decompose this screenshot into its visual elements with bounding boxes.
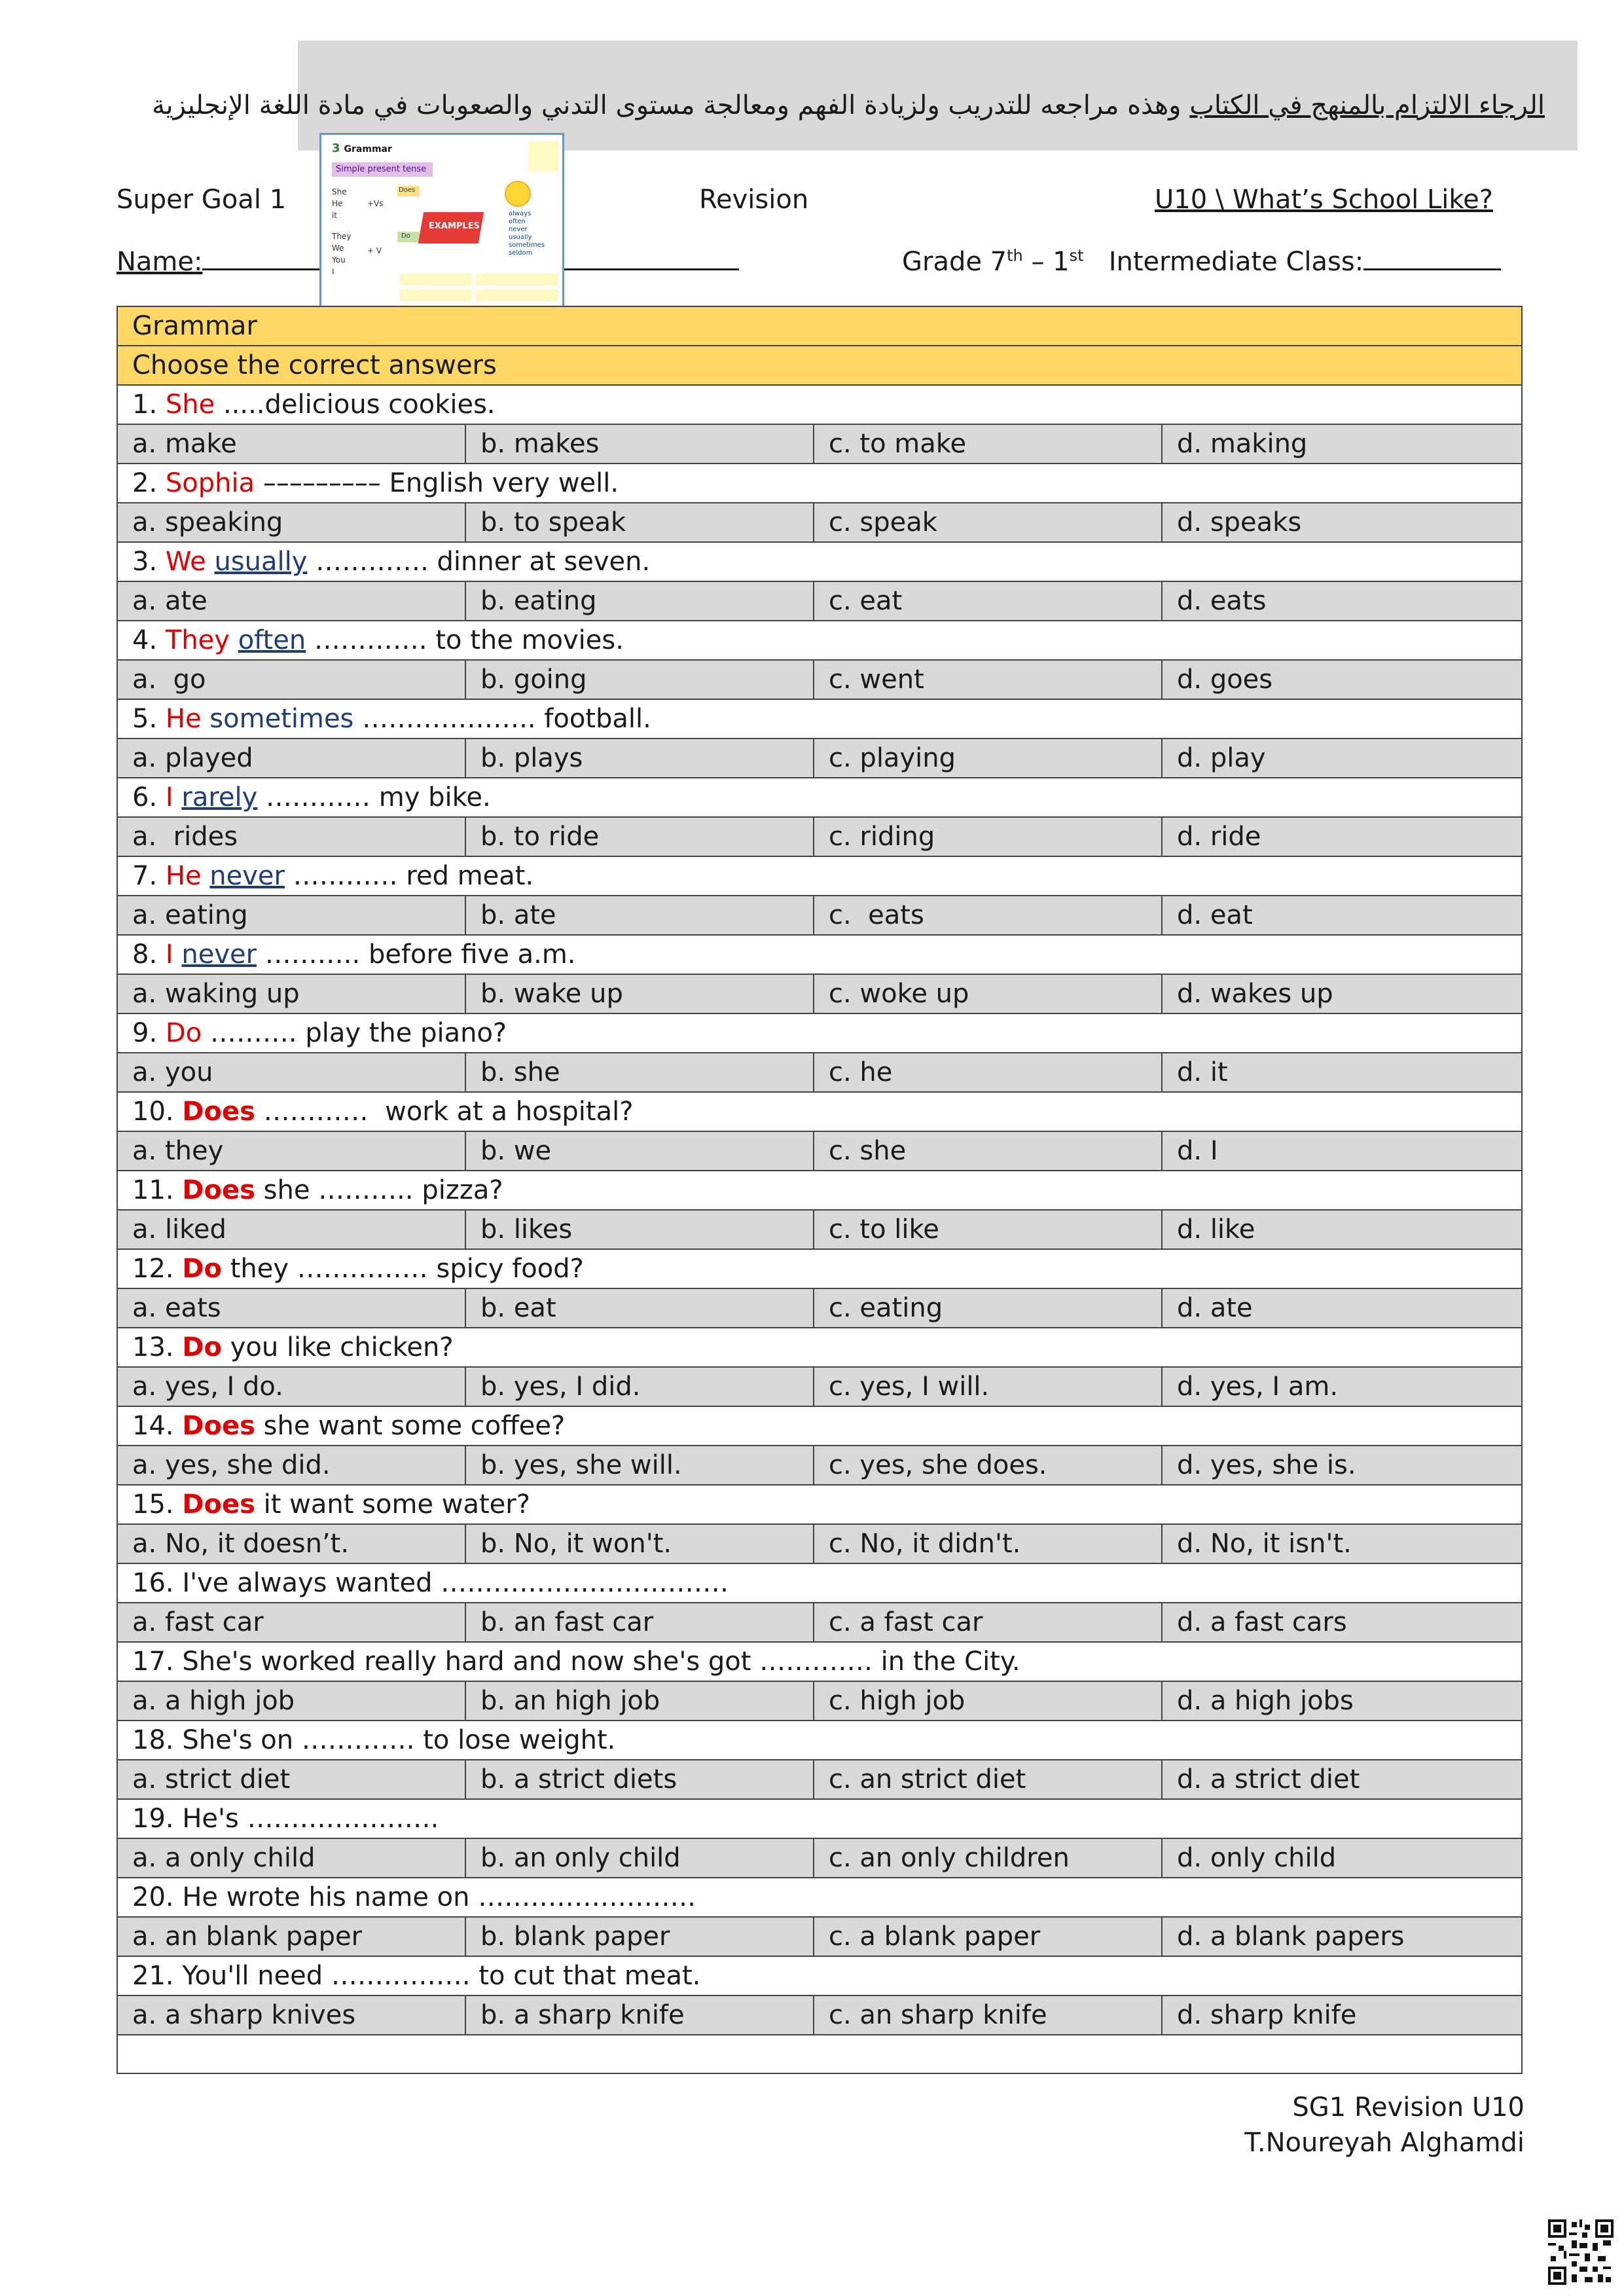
answer-option[interactable]: b. a sharp knife [465, 1995, 814, 2035]
question-keyword: She [165, 390, 215, 420]
question-row [117, 935, 1522, 974]
answer-option[interactable]: c. yes, she does. [814, 1446, 1162, 1485]
options-row [117, 896, 1522, 935]
options-row [117, 503, 1522, 542]
question-text: 2. Sophia ––––––––– English very well. [117, 464, 1522, 503]
section-title: Grammar [117, 306, 1522, 346]
question-keyword: often [238, 625, 306, 655]
question-row [117, 464, 1522, 503]
question-row [117, 1642, 1522, 1681]
options-row [117, 1210, 1522, 1249]
question-row [117, 778, 1522, 817]
question-row [117, 1328, 1522, 1367]
answer-option[interactable]: d. only child [1162, 1838, 1522, 1878]
answer-option[interactable]: a. eating [117, 896, 465, 935]
answer-option[interactable]: c. No, it didn't. [814, 1524, 1162, 1563]
smiley-icon [505, 181, 531, 207]
answer-option[interactable]: d. a fast cars [1162, 1603, 1522, 1642]
answer-option[interactable]: b. yes, I did. [465, 1367, 814, 1406]
answer-option[interactable]: d. yes, she is. [1162, 1446, 1522, 1485]
thumbnail-example-row [400, 274, 472, 285]
answer-option[interactable]: a. make [117, 424, 465, 464]
question-row [117, 699, 1522, 738]
answer-option[interactable]: d. No, it isn't. [1162, 1524, 1522, 1563]
answer-option[interactable]: b. plays [465, 738, 814, 778]
answer-option[interactable]: b. a strict diets [465, 1760, 814, 1799]
answer-option[interactable]: a. liked [117, 1210, 465, 1249]
answer-option[interactable]: a. go [117, 660, 465, 699]
answer-option[interactable]: d. making [1162, 424, 1522, 464]
options-row [117, 1917, 1522, 1956]
options-row [117, 1131, 1522, 1171]
footer-author: T.Noureyah Alghamdi [1244, 2128, 1525, 2158]
answer-option[interactable]: a. a high job [117, 1681, 465, 1721]
question-row [117, 1092, 1522, 1131]
question-row [117, 856, 1522, 896]
answer-option[interactable]: a. an blank paper [117, 1917, 465, 1956]
thumbnail-note [528, 141, 558, 172]
answer-option[interactable]: c. high job [814, 1681, 1162, 1721]
question-keyword: Do [165, 1018, 202, 1048]
answer-option[interactable]: b. to speak [465, 503, 814, 542]
question-text: 11. Does she ……….. pizza? [117, 1171, 1522, 1210]
answer-option[interactable]: b. she [465, 1053, 814, 1092]
answer-option[interactable]: b. an only child [465, 1838, 814, 1878]
class-blank[interactable] [1363, 246, 1501, 270]
answer-option[interactable]: b. wake up [465, 974, 814, 1013]
section-instruction: Choose the correct answers [117, 346, 1522, 385]
question-keyword: We [165, 547, 206, 577]
options-row [117, 1760, 1522, 1799]
answer-option[interactable]: d. wakes up [1162, 974, 1522, 1013]
grade-class: Grade 7th – 1st Intermediate Class: [902, 246, 1501, 277]
class-label: Intermediate Class: [1083, 247, 1364, 277]
question-keyword: rarely [181, 782, 258, 812]
answer-option[interactable]: b. ate [465, 896, 814, 935]
question-row [117, 1878, 1522, 1917]
answer-option[interactable]: d. goes [1162, 660, 1522, 699]
thumbnail-col-a: Does [399, 187, 416, 194]
answer-option[interactable]: b. an high job [465, 1681, 814, 1721]
question-keyword: Do [182, 1332, 223, 1362]
answer-option[interactable]: d. yes, I am. [1162, 1367, 1522, 1406]
question-row [117, 1563, 1522, 1603]
answer-option[interactable]: c. to like [814, 1210, 1162, 1249]
answer-option[interactable]: c. speak [814, 503, 1162, 542]
answer-option[interactable]: b. eating [465, 581, 814, 621]
name-label: Name: [117, 247, 203, 277]
answer-option[interactable]: c. a fast car [814, 1603, 1162, 1642]
answer-option[interactable]: c. yes, I will. [814, 1367, 1162, 1406]
question-keyword: never [209, 861, 285, 891]
options-row [117, 660, 1522, 699]
answer-option[interactable]: b. likes [465, 1210, 814, 1249]
question-row [117, 542, 1522, 581]
answer-option[interactable]: a. ate [117, 581, 465, 621]
question-text: 10. Does ………… work at a hospital? [117, 1092, 1522, 1131]
question-keyword: I [165, 939, 173, 970]
answer-option[interactable]: b. No, it won't. [465, 1524, 814, 1563]
options-row [117, 1367, 1522, 1406]
answer-option[interactable]: a. yes, I do. [117, 1367, 465, 1406]
answer-option[interactable]: c. an sharp knife [814, 1995, 1162, 2035]
qr-code-icon [1548, 2219, 1614, 2285]
answer-option[interactable]: a. No, it doesn’t. [117, 1524, 465, 1563]
answer-option[interactable]: b. an fast car [465, 1603, 814, 1642]
answer-option[interactable]: a. a only child [117, 1838, 465, 1878]
empty-cell [117, 2035, 1522, 2073]
answer-option[interactable]: c. woke up [814, 974, 1162, 1013]
answer-option[interactable]: c. eat [814, 581, 1162, 621]
question-text: 1. She .....delicious cookies. [117, 385, 1522, 424]
options-row [117, 1288, 1522, 1328]
answer-option[interactable]: d. a high jobs [1162, 1681, 1522, 1721]
options-row [117, 424, 1522, 464]
answer-option[interactable]: c. riding [814, 817, 1162, 856]
question-keyword: Does [182, 1175, 255, 1205]
grammar-thumbnail: 3 Grammar Simple present tense Does Do She He it +Vs They We You I + V EXAMPLES always often never usually sometimes seldom [319, 133, 564, 318]
question-text: 14. Does she want some coffee? [117, 1406, 1522, 1446]
question-text: 3. We usually …………. dinner at seven. [117, 542, 1522, 581]
answer-option[interactable]: b. going [465, 660, 814, 699]
answer-option[interactable]: c. went [814, 660, 1162, 699]
course-title: Super Goal 1 [117, 185, 287, 215]
answer-option[interactable]: a. yes, she did. [117, 1446, 465, 1485]
question-row [117, 1485, 1522, 1524]
answer-option[interactable]: d. speaks [1162, 503, 1522, 542]
thumbnail-subtitle: Simple present tense [332, 162, 433, 177]
answer-option[interactable]: b. to ride [465, 817, 814, 856]
answer-option[interactable]: a. a sharp knives [117, 1995, 465, 2035]
options-row [117, 581, 1522, 621]
answer-option[interactable]: d. sharp knife [1162, 1995, 1522, 2035]
answer-option[interactable]: c. to make [814, 424, 1162, 464]
answer-option[interactable]: a. fast car [117, 1603, 465, 1642]
answer-option[interactable]: d. a strict diet [1162, 1760, 1522, 1799]
empty-row [117, 2035, 1522, 2073]
question-keyword: Does [182, 1097, 255, 1127]
options-row [117, 1681, 1522, 1721]
question-text: 21. You'll need ……………. to cut that meat. [117, 1956, 1522, 1995]
question-keyword: He [165, 704, 202, 734]
arabic-notice-text: الرجاء الالتزام بالمنهج في الكتاب وهذه مراجعه للتدريب ولزيادة الفهم ومعالجة مستوى التدني والصعوبات في مادة اللغة الإنجليزية [152, 90, 1545, 120]
answer-option[interactable]: c. a blank paper [814, 1917, 1162, 1956]
question-text: 4. They often …………. to the movies. [117, 621, 1522, 660]
answer-option[interactable]: c. playing [814, 738, 1162, 778]
answer-option[interactable]: d. ate [1162, 1288, 1522, 1328]
answer-option[interactable]: d. I [1162, 1131, 1522, 1171]
answer-option[interactable]: a. strict diet [117, 1760, 465, 1799]
question-keyword: Do [182, 1254, 223, 1284]
answer-option[interactable]: a. rides [117, 817, 465, 856]
question-keyword: usually [214, 547, 308, 577]
question-keyword: Does [182, 1411, 255, 1441]
question-text: 6. I rarely ………… my bike. [117, 778, 1522, 817]
question-text: 9. Do ………. play the piano? [117, 1013, 1522, 1053]
question-row [117, 621, 1522, 660]
thumbnail-arrow-label: EXAMPLES [429, 221, 480, 231]
question-row [117, 1721, 1522, 1760]
question-text: 16. I've always wanted …………………………… [117, 1563, 1522, 1603]
options-row [117, 738, 1522, 778]
options-row [117, 1603, 1522, 1642]
answer-option[interactable]: d. ride [1162, 817, 1522, 856]
answer-option[interactable]: b. blank paper [465, 1917, 814, 1956]
thumbnail-col-b: Do [401, 232, 410, 240]
answer-option[interactable]: a. they [117, 1131, 465, 1171]
answer-option[interactable]: d. it [1162, 1053, 1522, 1092]
thumbnail-example-row [400, 289, 472, 301]
question-text: 18. She's on …………. to lose weight. [117, 1721, 1522, 1760]
question-text: 13. Do you like chicken? [117, 1328, 1522, 1367]
answer-option[interactable]: d. like [1162, 1210, 1522, 1249]
question-keyword: He [165, 861, 202, 891]
question-text: 20. He wrote his name on ……………………. [117, 1878, 1522, 1917]
options-row [117, 1446, 1522, 1485]
answer-option[interactable]: d. eats [1162, 581, 1522, 621]
instruction-row [117, 346, 1522, 385]
options-row [117, 1995, 1522, 2035]
options-row [117, 1524, 1522, 1563]
answer-option[interactable]: c. she [814, 1131, 1162, 1171]
answer-option[interactable]: a. you [117, 1053, 465, 1092]
question-text: 15. Does it want some water? [117, 1485, 1522, 1524]
question-text: 5. He sometimes ……………….. football. [117, 699, 1522, 738]
question-keyword: I [165, 782, 173, 812]
revision-label: Revision [699, 185, 809, 215]
footer-title: SG1 Revision U10 [1292, 2092, 1525, 2123]
question-keyword: Sophia [165, 468, 255, 498]
answer-option[interactable]: d. a blank papers [1162, 1917, 1522, 1956]
answer-option[interactable]: b. we [465, 1131, 814, 1171]
answer-option[interactable]: b. eat [465, 1288, 814, 1328]
question-text: 19. He's …………………. [117, 1799, 1522, 1838]
section-title-row [117, 306, 1522, 346]
answer-option[interactable]: c. eating [814, 1288, 1162, 1328]
question-row [117, 1956, 1522, 1995]
question-text: 12. Do they …………… spicy food? [117, 1249, 1522, 1288]
thumbnail-adverbs: always often never usually sometimes seldom [509, 210, 545, 257]
options-row [117, 817, 1522, 856]
answer-option[interactable]: c. eats [814, 896, 1162, 935]
answer-option[interactable]: a. played [117, 738, 465, 778]
answer-option[interactable]: c. he [814, 1053, 1162, 1092]
question-text: 7. He never ………… red meat. [117, 856, 1522, 896]
thumbnail-title: 3 Grammar [332, 141, 392, 155]
question-keyword: They [165, 625, 230, 655]
options-row [117, 974, 1522, 1013]
answer-option[interactable]: b. yes, she will. [465, 1446, 814, 1485]
question-keyword: Does [182, 1489, 255, 1520]
question-keyword: never [181, 939, 257, 970]
question-text: 8. I never ……….. before five a.m. [117, 935, 1522, 974]
question-text: 17. She's worked really hard and now she's got …………. in the City. [117, 1642, 1522, 1681]
question-row [117, 385, 1522, 424]
answer-option[interactable]: c. an strict diet [814, 1760, 1162, 1799]
answer-option[interactable]: a. waking up [117, 974, 465, 1013]
answer-option[interactable]: b. makes [465, 424, 814, 464]
question-row [117, 1013, 1522, 1053]
answer-option[interactable]: a. eats [117, 1288, 465, 1328]
thumbnail-example-row [476, 274, 558, 285]
answer-option[interactable]: d. eat [1162, 896, 1522, 935]
answer-option[interactable]: d. play [1162, 738, 1522, 778]
question-row [117, 1406, 1522, 1446]
question-row [117, 1171, 1522, 1210]
question-keyword: sometimes [209, 704, 354, 734]
question-row [117, 1249, 1522, 1288]
question-row [117, 1799, 1522, 1838]
grammar-quiz-table [117, 306, 1523, 2074]
answer-option[interactable]: c. an only children [814, 1838, 1162, 1878]
options-row [117, 1838, 1522, 1878]
answer-option[interactable]: a. speaking [117, 503, 465, 542]
unit-title: U10 \ What’s School Like? [1155, 185, 1493, 215]
options-row [117, 1053, 1522, 1092]
thumbnail-example-row [476, 289, 558, 301]
